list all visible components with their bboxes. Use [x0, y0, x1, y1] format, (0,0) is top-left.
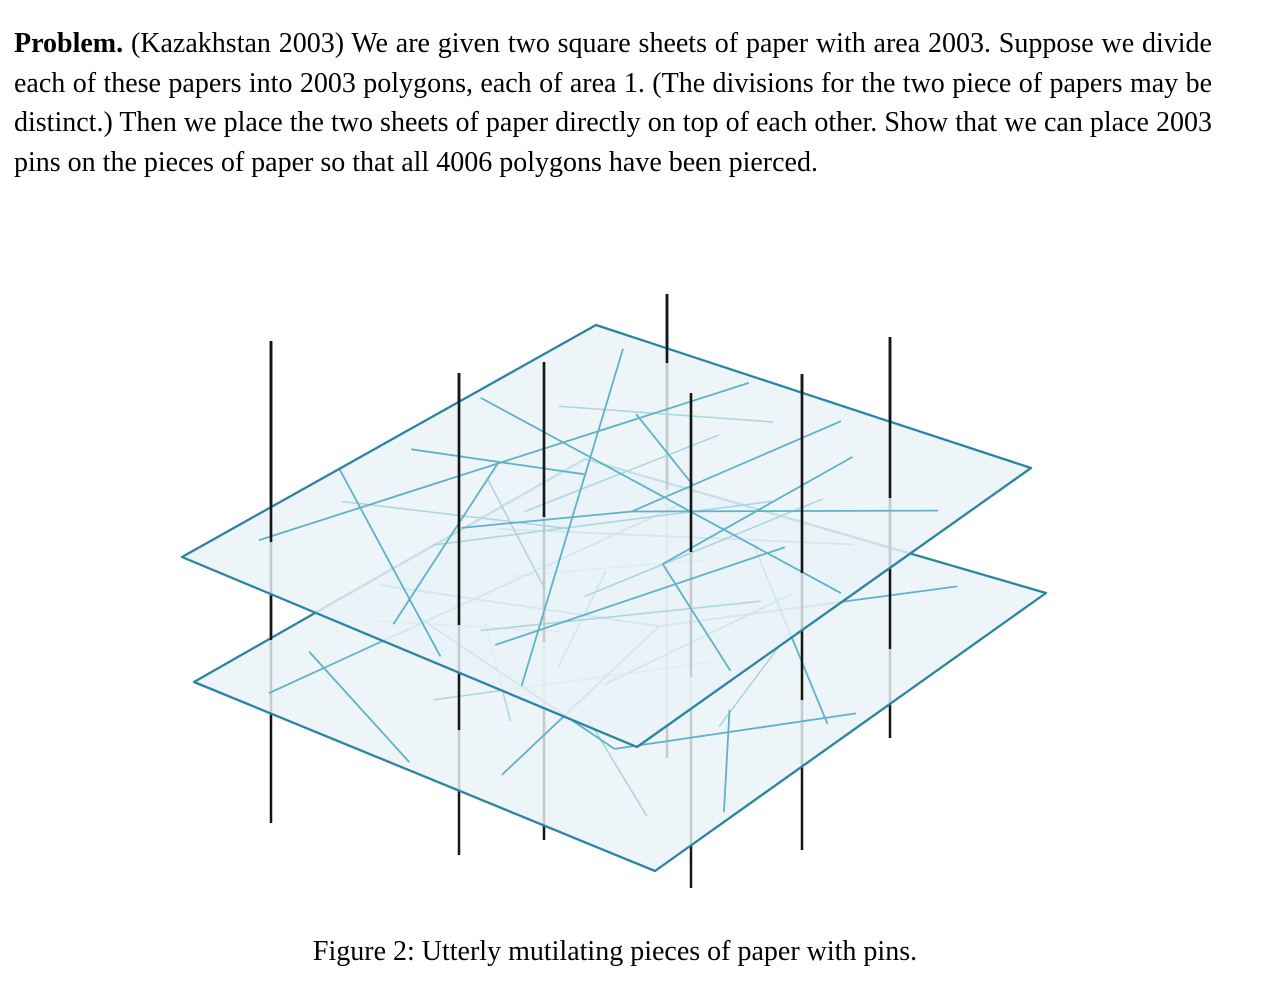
- problem-text: (Kazakhstan 2003) We are given two square sheets of paper with area 2003. Suppose we divide each of these papers into 2003 polygons, each of area 1. (The divisions for the two piece of papers may be distinct.) Then we place the two sheets of paper directly on top of each other. Show that we can place 2003 pins on the pieces of paper so that all 4006 polygons have been pierced.: [14, 28, 1212, 178]
- top-sheet: [182, 325, 1031, 747]
- pins-top-layer: [271, 294, 890, 625]
- problem-statement: [14, 24, 1212, 182]
- figure-caption: Figure 2: Utterly mutilating pieces of paper with pins.: [312, 936, 918, 967]
- bottom-sheet: [194, 459, 1046, 871]
- pins-under-layer: [271, 294, 890, 888]
- top-sheet-cut-lines: [259, 349, 938, 686]
- pins-between-sheets-layer: [271, 294, 890, 730]
- bottom-sheet-cut-lines: [269, 504, 957, 815]
- problem-label: Problem.: [14, 28, 124, 59]
